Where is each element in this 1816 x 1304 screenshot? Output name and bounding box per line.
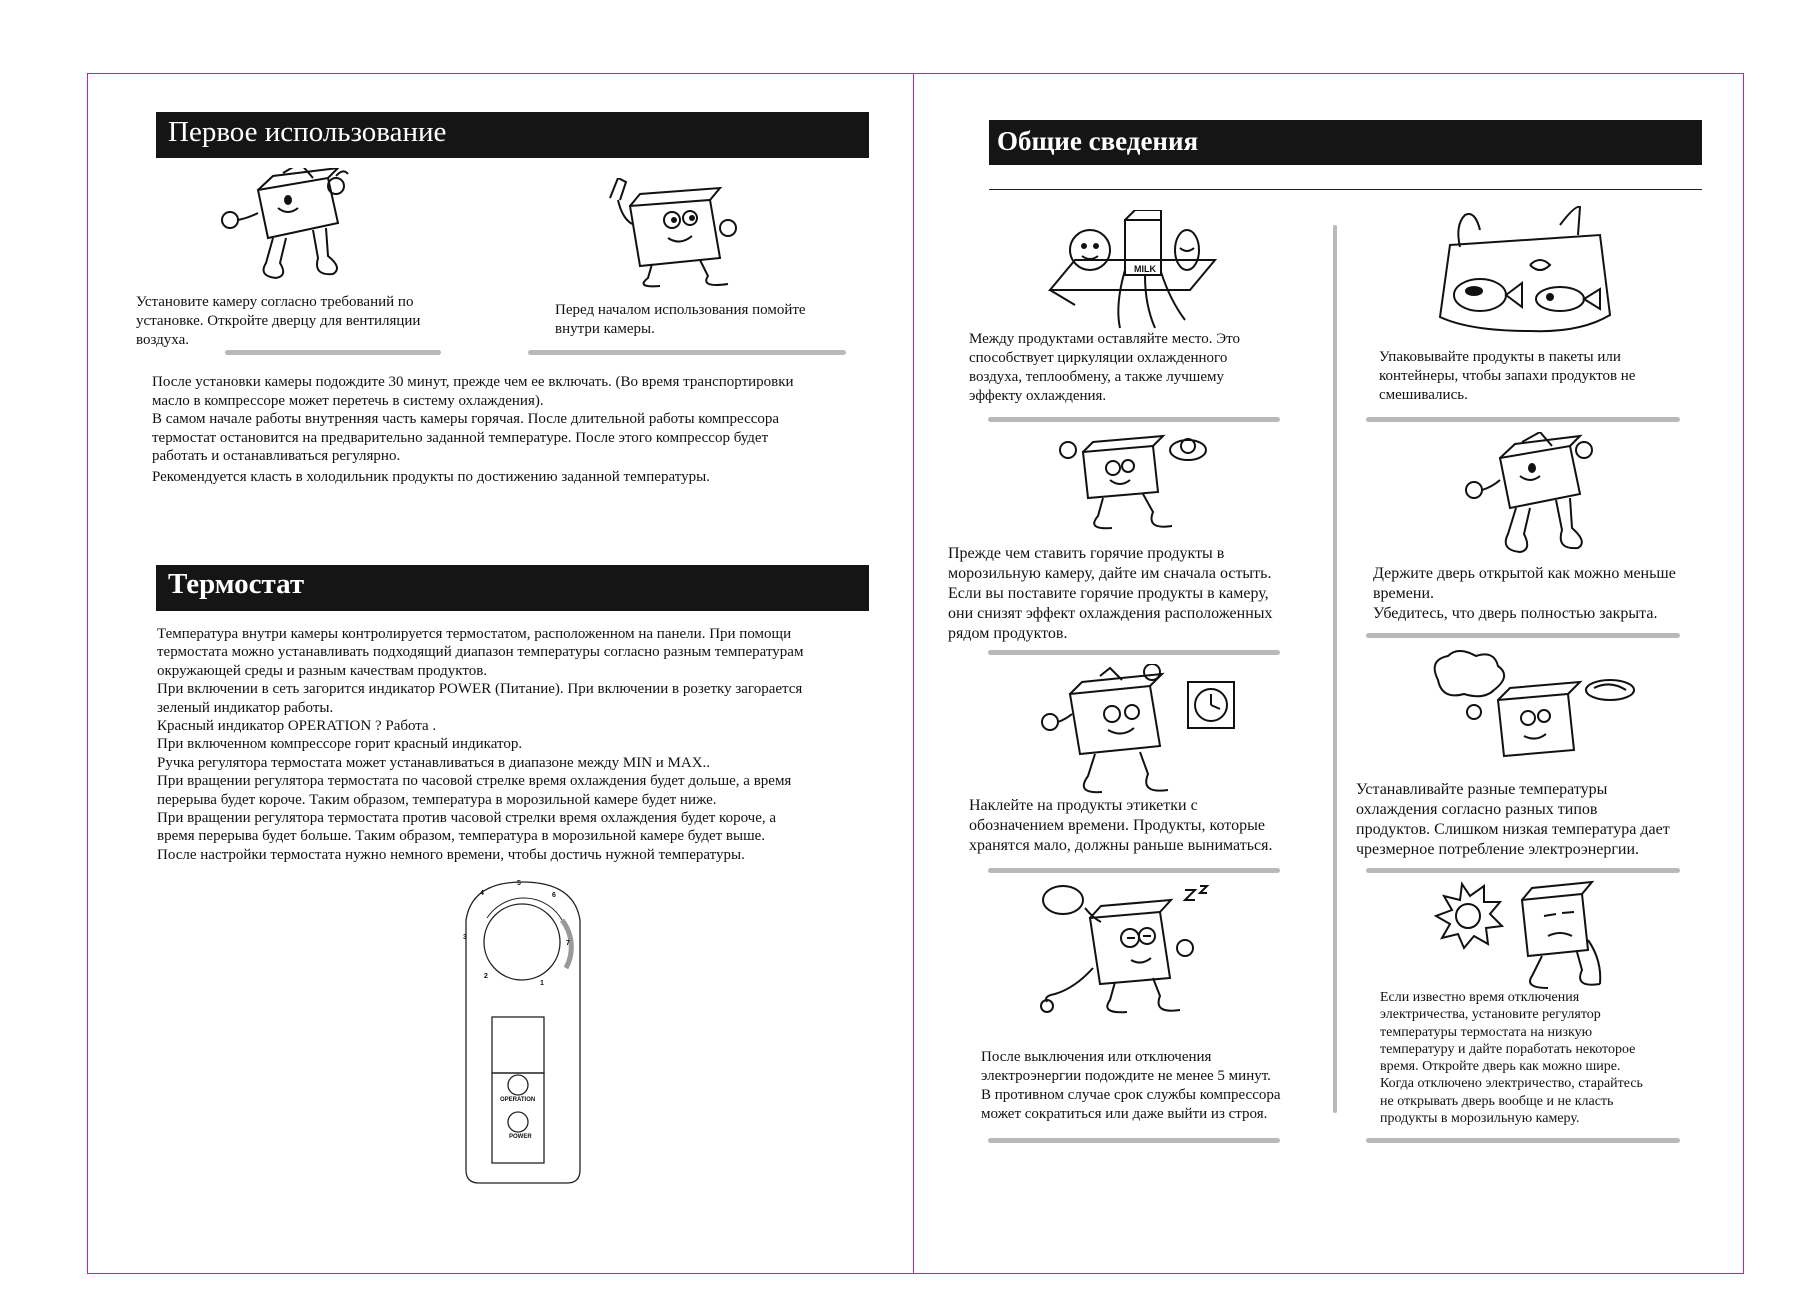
power-indicator-label: POWER <box>509 1134 532 1140</box>
tip-packaging-text: Упаковывайте продукты в пакеты или контейнеры, чтобы запахи продуктов не смешивались. <box>1379 349 1636 403</box>
mascot-hot-food-illustration <box>1048 432 1208 532</box>
dial-number-3: 3 <box>463 934 467 941</box>
section-general-title: Общие сведения <box>997 126 1199 156</box>
packaging-fish-illustration <box>1430 205 1615 335</box>
rule-left-1 <box>988 417 1280 422</box>
tip-spacing-text: Между продуктами оставляйте место. Это способствует циркуляции охлажденного воздуха, теплообмену, а также лучшему эффекту охлаждения. <box>969 331 1241 404</box>
dial-number-4: 4 <box>480 890 484 897</box>
milk-label: MILK <box>1134 264 1156 274</box>
rule-left-4 <box>988 1138 1280 1143</box>
mascot-sleep-illustration <box>1035 878 1235 1018</box>
rule-right-2 <box>1366 633 1680 638</box>
tip-door-text: Держите дверь открытой как можно меньше времени. Убедитесь, что дверь полностью закрыта. <box>1373 565 1676 622</box>
tip-temperature-text: Устанавливайте разные температуры охлаждения согласно разных типов продуктов. Слишком низкая температура дает чрезмерное потребление электроэнергии. <box>1356 781 1670 858</box>
dial-number-6: 6 <box>552 892 556 899</box>
caption-install: Установите камеру согласно требований по установке. Откройте дверцу для вентиляции воздуха. <box>136 294 421 348</box>
tip-hot-food-text: Прежде чем ставить горячие продукты в морозильную камеру, дайте им сначала остыть. Если вы поставите горячие продукты в камеру, они снизят эффект охлаждения расположенных рядом продуктов. <box>948 545 1273 642</box>
operation-indicator-label: OPERATION <box>500 1097 536 1103</box>
paragraph-first-use: После установки камеры подождите 30 минут, прежде чем ее включать. (Во время транспортировки масло в компрессоре может перетечь в систему охлаждения). В самом начале работы внутренняя часть камеры горячая. После длительной работы компрессора термостат остановится на предварительно заданной температуре. После этого компрессор будет работать и останавливаться регулярно. <box>152 374 794 464</box>
mascot-power-outage-illustration <box>1432 880 1617 990</box>
tip-outage-text: Если известно время отключения электричества, установите регулятор температуры термостата на низкую температуру и дайте поработать некоторое время. Откройте дверь как можно шире. Когда отключено электричество, старайтесь не открывать дверь вообще и не класть продукты в морозильную камеру. <box>1380 990 1643 1127</box>
rule-install <box>225 350 441 355</box>
paragraph-thermostat: Температура внутри камеры контролируется термостатом, расположенном на панели. При помощи термостата можно устанавливать подходящий диапазон температуры согласно разным температурам окружающей среды и разным качествам продуктов. При включении в сеть загорится индикатор POWER (Питание). При включении в розетку загорается зеленый индикатор работы. Красный индикатор OPERATION ? Работа . При включенном компрессоре горит красный индикатор. Ручка регулятора термостата может устанавливаться в диапазоне между MIN и MAX.. При вращении регулятора термостата по часовой стрелке время охлаждения будет дольше, а время перерыва будет короче. Таким образом, температура в морозильной камере будет ниже. При вращении регулятора термостата против часовой стрелки время охлаждения будет короче, а время перерыва будет больше. Таким образом, температура в морозильной камере будет выше. После настройки термостата нужно немного времени, чтобы достичь нужной температуры. <box>157 626 804 863</box>
rule-right-4 <box>1366 1138 1680 1143</box>
dial-number-7: 7 <box>566 940 570 947</box>
mascot-door-illustration <box>1460 432 1610 560</box>
mascot-thinking-illustration <box>1428 650 1643 778</box>
tip-power-off-text: После выключения или отключения электроэнергии подождите не менее 5 минут. В противном случае срок службы компрессора может сократиться или даже выйти из строя. <box>981 1049 1281 1122</box>
section-first-use-title: Первое использование <box>168 116 447 148</box>
rule-wash <box>528 350 846 355</box>
mascot-clock-labels-illustration <box>1040 664 1240 799</box>
dial-number-2: 2 <box>484 973 488 980</box>
mascot-washing-illustration <box>600 178 750 288</box>
section-general-header <box>989 120 1702 165</box>
paragraph-load-products: Рекомендуется класть в холодильник продукты по достижению заданной температуры. <box>152 469 710 485</box>
caption-wash: Перед началом использования помойте внутри камеры. <box>555 302 806 337</box>
rule-left-2 <box>988 650 1280 655</box>
rule-right-3 <box>1366 868 1680 873</box>
section-thermostat-title: Термостат <box>168 568 305 600</box>
rule-left-3 <box>988 868 1280 873</box>
header-underline <box>989 189 1702 190</box>
rule-right-1 <box>1366 417 1680 422</box>
tip-labels-text: Наклейте на продукты этикетки с обозначением времени. Продукты, которые хранятся мало, должны раньше выниматься. <box>969 797 1273 854</box>
freezer-mascot-illustration <box>218 168 358 288</box>
section-thermostat-header <box>156 565 869 611</box>
dial-number-5: 5 <box>517 880 521 887</box>
page-divider <box>913 73 914 1273</box>
section-first-use-header <box>156 112 869 158</box>
dial-number-1: 1 <box>540 980 544 987</box>
column-divider <box>1333 225 1337 1113</box>
